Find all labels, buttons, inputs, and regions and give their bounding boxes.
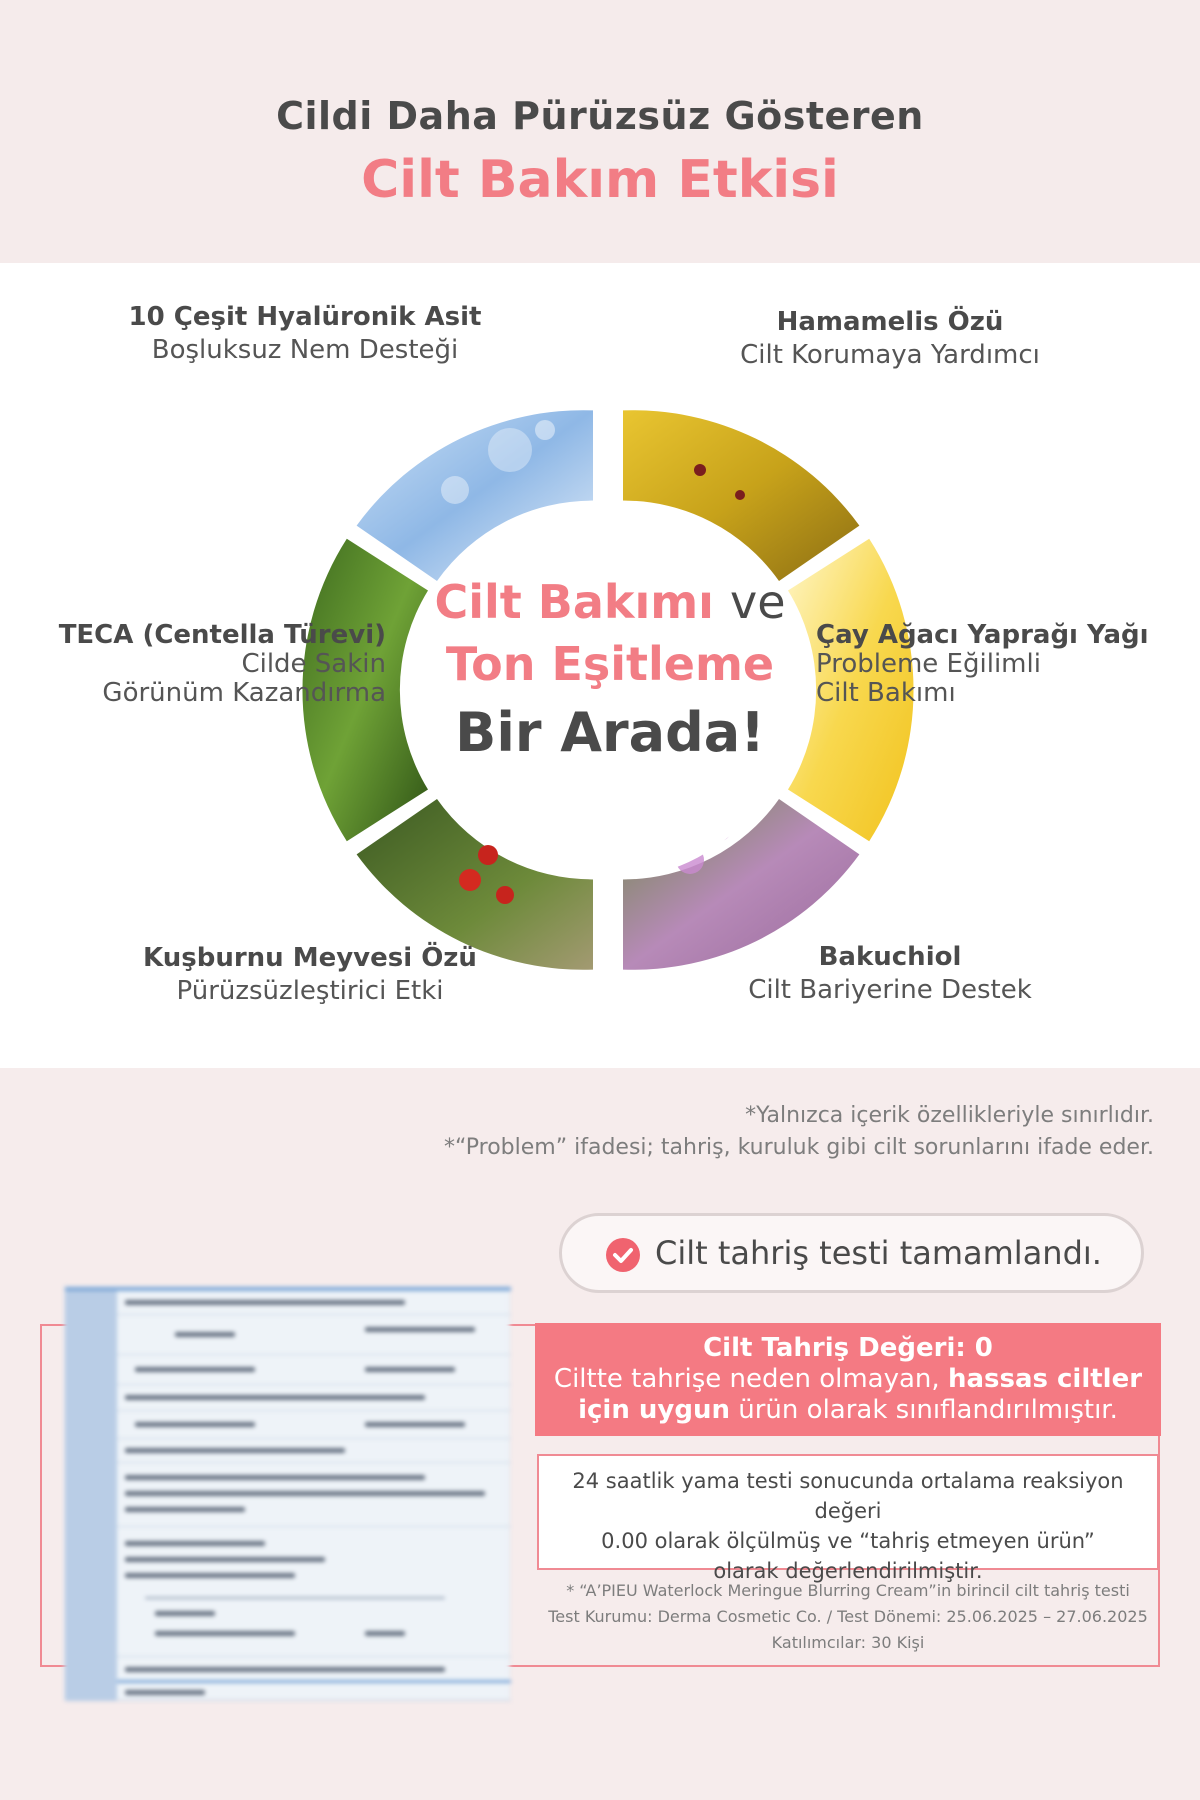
- test-completed-badge: [559, 1213, 1144, 1293]
- patch-test-detail: 24 saatlik yama testi sonucunda ortalama reaksiyon değeri 0.00 olarak ölçülmüş ve “tahriş etmeyen ürün” olarak değerlendirilmiştir.: [537, 1454, 1159, 1570]
- ingredient-hyaluronic: 10 Çeşit Hyalüronik Asit Boşluksuz Nem Desteği: [128, 302, 482, 365]
- check-icon: [606, 1238, 640, 1272]
- ingredient-bakuchiol: Bakuchiol Cilt Bariyerine Destek: [748, 942, 1032, 1005]
- disclaimer-note-2: *“Problem” ifadesi; tahriş, kuruluk gibi cilt sorunlarını ifade eder.: [444, 1135, 1154, 1160]
- headline-subtitle: Cildi Daha Pürüzsüz Gösteren: [276, 94, 924, 138]
- ingredient-rosehip: Kuşburnu Meyvesi Özü Pürüzsüzleştirici Etki: [143, 943, 477, 1006]
- test-completed-label: Cilt tahriş testi tamamlandı.: [655, 1234, 1102, 1272]
- disclaimer-note-1: *Yalnızca içerik özellikleriyle sınırlıdır.: [745, 1103, 1154, 1128]
- footnote-line-2: Test Kurumu: Derma Cosmetic Co. / Test Dönemi: 25.06.2025 – 27.06.2025: [548, 1607, 1148, 1626]
- ingredient-centella: TECA (Centella Türevi) Cilde Sakin Görünüm Kazandırma: [58, 620, 386, 708]
- irritation-score-banner: Cilt Tahriş Değeri: 0 Ciltte tahrişe neden olmayan, hassas ciltler için uygun ürün olarak sınıflandırılmıştır.: [535, 1323, 1161, 1436]
- center-line-3: Bir Arada!: [455, 701, 765, 764]
- center-line-2: Ton Eşitleme: [445, 637, 775, 691]
- footnote-line-1: * “A’PIEU Waterlock Meringue Blurring Cream”in birincil cilt tahriş testi: [566, 1581, 1130, 1600]
- footnote-line-3: Katılımcılar: 30 Kişi: [771, 1633, 925, 1652]
- test-report-document: [64, 1286, 510, 1700]
- ingredient-hamamelis: Hamamelis Özü Cilt Korumaya Yardımcı: [740, 307, 1040, 370]
- center-line-1: Cilt Bakımı ve: [434, 575, 786, 629]
- ingredient-tea-tree: Çay Ağacı Yaprağı Yağı Probleme Eğilimli Cilt Bakımı: [816, 620, 1149, 708]
- headline-title: Cilt Bakım Etkisi: [361, 150, 839, 210]
